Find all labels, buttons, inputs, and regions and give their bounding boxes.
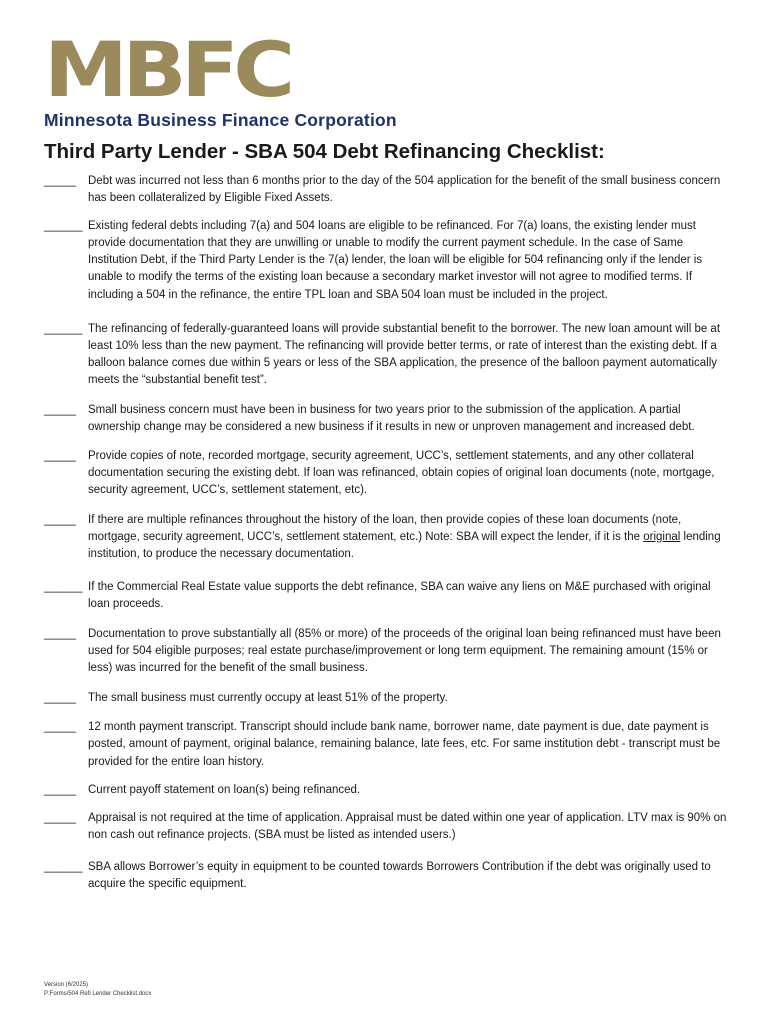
checkbox-blank: ______ bbox=[44, 860, 83, 873]
checkbox-blank: _____ bbox=[44, 721, 76, 734]
mbfc-logo bbox=[44, 25, 444, 132]
checklist-item bbox=[44, 448, 734, 499]
item-text: The refinancing of federally-guaranteed loans will provide substantial benefit to the borrower. The new loan amount will be at least 10% less than the new payment. The refinancing will provide better terms, or rate of interest than the existing debt. If a balloon balance comes due within 5 years or less of the SBA application, the presence of the balloon payment automatically meets the “substantial benefit test”. bbox=[88, 322, 721, 386]
checkbox-blank: _____ bbox=[44, 513, 76, 526]
checklist bbox=[44, 173, 734, 893]
checklist-item bbox=[44, 782, 734, 799]
logo-subtitle: Minnesota Business Finance Corporation bbox=[44, 110, 397, 130]
item-text: 12 month payment transcript. Transcript should include bank name, borrower name, date payment is due, date payment is posted, amount of payment, original balance, remaining balance, late fees, etc. For same institution debt - transcript must be provided for the entire loan history. bbox=[88, 721, 721, 768]
checklist-item bbox=[44, 719, 734, 770]
checklist-item bbox=[44, 173, 734, 207]
version-label: Version (6/2025) bbox=[44, 982, 89, 988]
logo-wordmark: MBFC bbox=[44, 25, 290, 114]
checklist-item bbox=[44, 626, 734, 677]
checklist-item bbox=[44, 321, 734, 389]
checkbox-blank: _____ bbox=[44, 450, 76, 463]
checklist-item bbox=[44, 690, 734, 707]
item-text: Small business concern must have been in business for two years prior to the submission of the application. A partial ownership change may be considered a new business if it results in new or unproven management and increased debt. bbox=[88, 404, 695, 434]
item-text: Documentation to prove substantially all (85% or more) of the proceeds of the original loan being refinanced must have been used for 504 eligible purposes; real estate purchase/improvement or long term equipment. The remaining amount (15% or less) was incurred for the benefit of the small business. bbox=[88, 627, 721, 675]
checkbox-blank: ______ bbox=[44, 580, 83, 593]
item-text: Debt was incurred not less than 6 months prior to the day of the 504 application for the benefit of the small business concern has been collateralized by Eligible Fixed Assets. bbox=[88, 175, 721, 205]
checkbox-blank: _____ bbox=[44, 811, 76, 824]
item-text: SBA allows Borrower’s equity in equipment to be counted towards Borrowers Contribution if the debt was originally used to acquire the specific equipment. bbox=[88, 860, 711, 890]
checkbox-blank: _____ bbox=[44, 692, 76, 705]
item-text: Appraisal is not required at the time of application. Appraisal must be dated within one year of application. LTV max is 90% on non cash out refinance projects. (SBA must be listed as intended users.) bbox=[88, 811, 727, 841]
underlined-word: original bbox=[643, 530, 681, 543]
checklist-item bbox=[44, 402, 734, 436]
checkbox-blank: _____ bbox=[44, 404, 76, 417]
checklist-item bbox=[44, 218, 734, 303]
item-text: If the Commercial Real Estate value supports the debt refinance, SBA can waive any liens on M&E purchased with original loan proceeds. bbox=[88, 580, 711, 610]
checklist-item bbox=[44, 579, 734, 613]
checklist-item bbox=[44, 810, 734, 844]
item-text: Existing federal debts including 7(a) and 504 loans are eligible to be refinanced. For 7(a) loans, the existing lender must provide documentation that they are unwilling or unable to modify the current payment schedule. In the case of Same Institution Debt, if the Third Party Lender is the 7(a) lender, the loan will be eligible for 504 refinancing only if the lender is unable to modify the terms of the existing loan because a secondary market investor will not agree to modified terms. If including a 504 in the refinance, the entire TPL loan and SBA 504 loan must be included in the project. bbox=[88, 220, 703, 301]
document-footer bbox=[44, 981, 151, 999]
item-text: The small business must currently occupy at least 51% of the property. bbox=[88, 692, 448, 705]
item-text: Provide copies of note, recorded mortgage, security agreement, UCC’s, settlement statements, and any other collateral documentation securing the existing debt. If loan was refinanced, obtain copies of original loan documents (note, mortgage, security agreement, UCC’s, settlement statement, etc). bbox=[88, 450, 715, 497]
checkbox-blank: ______ bbox=[44, 220, 83, 233]
checklist-item bbox=[44, 512, 734, 563]
checkbox-blank: _____ bbox=[44, 627, 76, 640]
checkbox-blank: _____ bbox=[44, 783, 76, 796]
item-text: If there are multiple refinances throughout the history of the loan, then provide copies of these loan documents (note, mortgage, security agreement, UCC’s, settlement statement, etc.) Note: SBA will expect the lender, if it is the original lending institution, to produce the necessary documentation. bbox=[88, 513, 721, 560]
checkbox-blank: ______ bbox=[44, 322, 83, 335]
item-text: Current payoff statement on loan(s) being refinanced. bbox=[88, 783, 361, 796]
page-title: Third Party Lender - SBA 504 Debt Refinancing Checklist: bbox=[44, 140, 605, 163]
checkbox-blank: _____ bbox=[44, 175, 76, 187]
checklist-item bbox=[44, 859, 734, 893]
file-path: P:Forms/504 Refi Lender Checklist.docx bbox=[44, 991, 152, 997]
